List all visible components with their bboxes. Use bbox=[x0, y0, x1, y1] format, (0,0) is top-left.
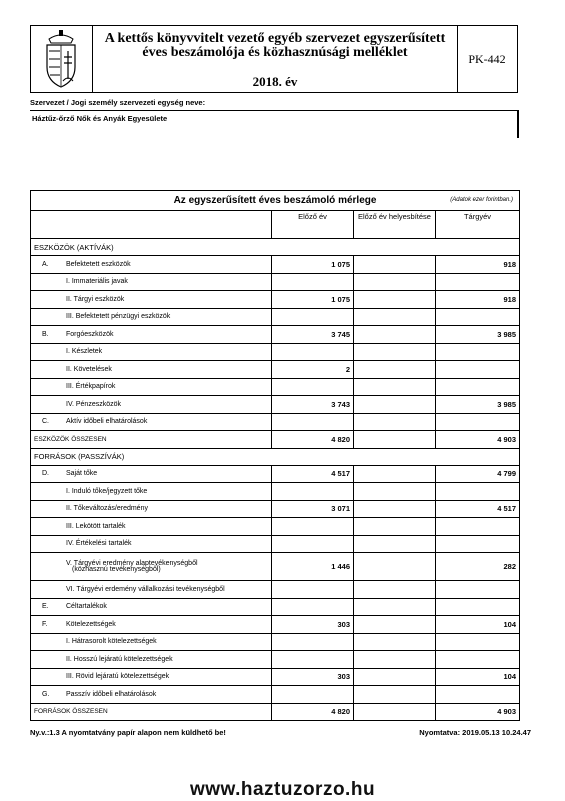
table-row bbox=[31, 518, 520, 536]
column-header-blank bbox=[31, 211, 272, 239]
row-label-cell bbox=[31, 703, 272, 721]
table-row bbox=[31, 598, 520, 616]
value-curr: 4 517 bbox=[436, 500, 520, 518]
subrow-label: IV. Pénzeszközök bbox=[66, 400, 121, 408]
table-row bbox=[31, 308, 520, 326]
value-prev bbox=[272, 633, 354, 651]
value-prev bbox=[272, 535, 354, 553]
value-prev bbox=[272, 413, 354, 431]
form-year: 2018. év bbox=[252, 74, 298, 89]
value-corr bbox=[354, 633, 436, 651]
value-corr bbox=[354, 431, 436, 449]
value-curr: 282 bbox=[436, 553, 520, 581]
column-header-current: Tárgyév bbox=[436, 211, 520, 239]
table-row bbox=[31, 361, 520, 379]
value-corr bbox=[354, 581, 436, 599]
row-label: Kötelezettségek bbox=[66, 620, 116, 628]
value-corr bbox=[354, 308, 436, 326]
value-corr bbox=[354, 651, 436, 669]
row-label-cell bbox=[31, 483, 272, 501]
section-heading: ESZKÖZÖK (AKTÍVÁK) bbox=[31, 239, 520, 256]
value-prev bbox=[272, 598, 354, 616]
row-label-cell bbox=[31, 651, 272, 669]
organization-name: Háztűz-őrző Nők és Anyák Egyesülete bbox=[32, 114, 168, 123]
table-row bbox=[31, 581, 520, 599]
subrow-label: II. Hosszú lejáratú kötelezettségek bbox=[66, 655, 173, 663]
value-curr bbox=[436, 686, 520, 704]
row-label-cell bbox=[31, 396, 272, 414]
value-curr: 918 bbox=[436, 256, 520, 274]
subrow-label: I. Immateriális javak bbox=[66, 278, 128, 286]
subrow-label: II. Tárgyi eszközök bbox=[66, 295, 125, 303]
table-row bbox=[31, 668, 520, 686]
value-curr bbox=[436, 483, 520, 501]
value-corr bbox=[354, 500, 436, 518]
value-curr: 4 799 bbox=[436, 465, 520, 483]
row-label-cell bbox=[31, 378, 272, 396]
row-label-cell bbox=[31, 500, 272, 518]
value-curr bbox=[436, 308, 520, 326]
value-corr bbox=[354, 668, 436, 686]
value-curr bbox=[436, 361, 520, 379]
value-prev bbox=[272, 518, 354, 536]
row-label: Befektetett eszközök bbox=[66, 260, 131, 268]
value-prev: 1 075 bbox=[272, 256, 354, 274]
row-label: Saját tőke bbox=[66, 470, 98, 478]
value-corr bbox=[354, 378, 436, 396]
row-letter: E. bbox=[42, 603, 49, 611]
table-row bbox=[31, 256, 520, 274]
subrow-label: I. Induló tőke/jegyzett tőke bbox=[66, 487, 148, 495]
value-corr bbox=[354, 291, 436, 309]
value-curr bbox=[436, 651, 520, 669]
footer-note: Ny.v.:1.3 A nyomtatvány papír alapon nem küldhető be! bbox=[30, 728, 226, 737]
value-prev bbox=[272, 343, 354, 361]
value-corr bbox=[354, 518, 436, 536]
value-curr: 4 903 bbox=[436, 431, 520, 449]
column-header-prev: Előző év bbox=[272, 211, 354, 239]
value-curr bbox=[436, 273, 520, 291]
value-corr bbox=[354, 396, 436, 414]
subrow-label: II. Követelések bbox=[66, 365, 112, 373]
value-curr: 3 985 bbox=[436, 326, 520, 344]
value-prev bbox=[272, 273, 354, 291]
value-prev: 4 517 bbox=[272, 465, 354, 483]
table-row bbox=[31, 616, 520, 634]
organization-field bbox=[30, 110, 519, 138]
table-row bbox=[31, 431, 520, 449]
row-label-cell bbox=[31, 431, 272, 449]
value-corr bbox=[354, 413, 436, 431]
value-curr bbox=[436, 633, 520, 651]
unit-note: (Adatok ezer forintban.) bbox=[450, 197, 513, 203]
table-row bbox=[31, 535, 520, 553]
row-label-cell bbox=[31, 326, 272, 344]
row-label-cell bbox=[31, 581, 272, 599]
row-label-cell bbox=[31, 465, 272, 483]
table-row bbox=[31, 273, 520, 291]
form-header bbox=[30, 25, 518, 93]
row-letter: G. bbox=[42, 690, 50, 698]
value-prev: 3 745 bbox=[272, 326, 354, 344]
value-curr bbox=[436, 518, 520, 536]
table-row bbox=[31, 465, 520, 483]
print-timestamp: Nyomtatva: 2019.05.13 10.24.47 bbox=[419, 728, 531, 737]
row-label-cell bbox=[31, 273, 272, 291]
value-curr bbox=[436, 343, 520, 361]
row-label-cell bbox=[31, 553, 272, 581]
value-prev: 1 446 bbox=[272, 553, 354, 581]
row-label: Forgóeszközök bbox=[66, 330, 114, 338]
value-prev: 4 820 bbox=[272, 703, 354, 721]
row-letter: C. bbox=[42, 418, 49, 426]
section-heading: FORRÁSOK (PASSZÍVÁK) bbox=[31, 448, 520, 465]
total-label: ESZKÖZÖK ÖSSZESEN bbox=[34, 435, 107, 443]
value-corr bbox=[354, 343, 436, 361]
value-curr bbox=[436, 378, 520, 396]
subrow-label: III. Rövid lejáratú kötelezettségek bbox=[66, 673, 170, 681]
website-watermark: www.haztuzorzo.hu bbox=[189, 779, 376, 800]
table-row bbox=[31, 291, 520, 309]
row-label-cell bbox=[31, 598, 272, 616]
form-code: PK-442 bbox=[468, 51, 506, 66]
table-row bbox=[31, 343, 520, 361]
value-corr bbox=[354, 535, 436, 553]
row-label-cell bbox=[31, 291, 272, 309]
row-label: Passzív időbeli elhatárolások bbox=[66, 690, 157, 698]
table-row bbox=[31, 448, 520, 465]
value-corr bbox=[354, 703, 436, 721]
table-row bbox=[31, 396, 520, 414]
value-prev bbox=[272, 686, 354, 704]
value-prev bbox=[272, 581, 354, 599]
balance-sheet-table bbox=[30, 190, 520, 721]
value-corr bbox=[354, 256, 436, 274]
value-curr bbox=[436, 535, 520, 553]
subrow-label: III. Lekötött tartalék bbox=[66, 522, 126, 530]
value-curr: 104 bbox=[436, 668, 520, 686]
column-header-correction: Előző év helyesbítése bbox=[354, 211, 436, 239]
value-curr bbox=[436, 598, 520, 616]
table-row bbox=[31, 378, 520, 396]
row-label-cell bbox=[31, 518, 272, 536]
value-prev: 3 071 bbox=[272, 500, 354, 518]
row-label-cell bbox=[31, 616, 272, 634]
table-row bbox=[31, 483, 520, 501]
row-label: Aktív időbeli elhatárolások bbox=[66, 418, 148, 426]
value-prev: 303 bbox=[272, 668, 354, 686]
subrow-label: II. Tőkeváltozás/eredmény bbox=[66, 505, 148, 513]
row-label-cell bbox=[31, 361, 272, 379]
subrow-label: III. Értékpapírok bbox=[66, 383, 116, 391]
table-row bbox=[31, 500, 520, 518]
table-row bbox=[31, 651, 520, 669]
subrow-label: IV. Értékelési tartalék bbox=[66, 540, 132, 548]
row-label-cell bbox=[31, 633, 272, 651]
subrow-label: V. Tárgyévi eredmény alaptevékenységből bbox=[66, 560, 198, 567]
row-label-cell bbox=[31, 535, 272, 553]
subrow-label: I. Készletek bbox=[66, 348, 103, 356]
row-label-cell bbox=[31, 686, 272, 704]
value-prev bbox=[272, 651, 354, 669]
total-label: FORRÁSOK ÖSSZESEN bbox=[34, 708, 108, 716]
value-corr bbox=[354, 273, 436, 291]
value-prev: 303 bbox=[272, 616, 354, 634]
value-prev: 1 075 bbox=[272, 291, 354, 309]
value-prev: 4 820 bbox=[272, 431, 354, 449]
subrow-label: VI. Tárgyévi erdemény vállalkozási tevékenységből bbox=[66, 585, 225, 593]
form-title-line1: A kettős könyvvitelt vezető egyéb szervezet egyszerűsített bbox=[104, 31, 446, 46]
value-prev bbox=[272, 378, 354, 396]
form-title-line2: éves beszámolója és közhasznúsági melléklet bbox=[142, 45, 408, 60]
value-prev bbox=[272, 483, 354, 501]
value-prev: 3 743 bbox=[272, 396, 354, 414]
value-corr bbox=[354, 465, 436, 483]
table-row bbox=[31, 326, 520, 344]
row-letter: A. bbox=[42, 260, 49, 268]
value-curr: 4 903 bbox=[436, 703, 520, 721]
row-label: Céltartalékok bbox=[66, 603, 107, 611]
row-label-cell bbox=[31, 668, 272, 686]
table-row bbox=[31, 239, 520, 256]
row-label-cell bbox=[31, 256, 272, 274]
value-prev: 2 bbox=[272, 361, 354, 379]
value-corr bbox=[354, 483, 436, 501]
table-row bbox=[31, 553, 520, 581]
table-title-cell bbox=[31, 191, 520, 211]
value-curr: 918 bbox=[436, 291, 520, 309]
row-label-cell bbox=[31, 343, 272, 361]
subrow-label: III. Befektetett pénzügyi eszközök bbox=[66, 313, 171, 321]
subrow-label: I. Hátrasorolt kötelezettségek bbox=[66, 638, 157, 646]
value-curr: 104 bbox=[436, 616, 520, 634]
value-curr bbox=[436, 581, 520, 599]
table-row bbox=[31, 703, 520, 721]
table-title: Az egyszerűsített éves beszámoló mérlege bbox=[173, 195, 377, 206]
value-curr: 3 985 bbox=[436, 396, 520, 414]
value-prev bbox=[272, 308, 354, 326]
row-letter: D. bbox=[42, 470, 49, 478]
value-corr bbox=[354, 598, 436, 616]
subrow-label-secondary: (közhasznú tevékenységből) bbox=[72, 566, 161, 573]
organization-label: Szervezet / Jogi személy szervezeti egység neve: bbox=[30, 98, 206, 107]
table-row bbox=[31, 686, 520, 704]
value-corr bbox=[354, 553, 436, 581]
row-label-cell bbox=[31, 308, 272, 326]
row-letter: B. bbox=[42, 330, 49, 338]
value-corr bbox=[354, 361, 436, 379]
value-corr bbox=[354, 326, 436, 344]
value-corr bbox=[354, 616, 436, 634]
table-row bbox=[31, 413, 520, 431]
table-row bbox=[31, 633, 520, 651]
row-letter: F. bbox=[42, 620, 48, 628]
coat-of-arms-icon bbox=[31, 26, 93, 92]
row-label-cell bbox=[31, 413, 272, 431]
value-corr bbox=[354, 686, 436, 704]
value-curr bbox=[436, 413, 520, 431]
